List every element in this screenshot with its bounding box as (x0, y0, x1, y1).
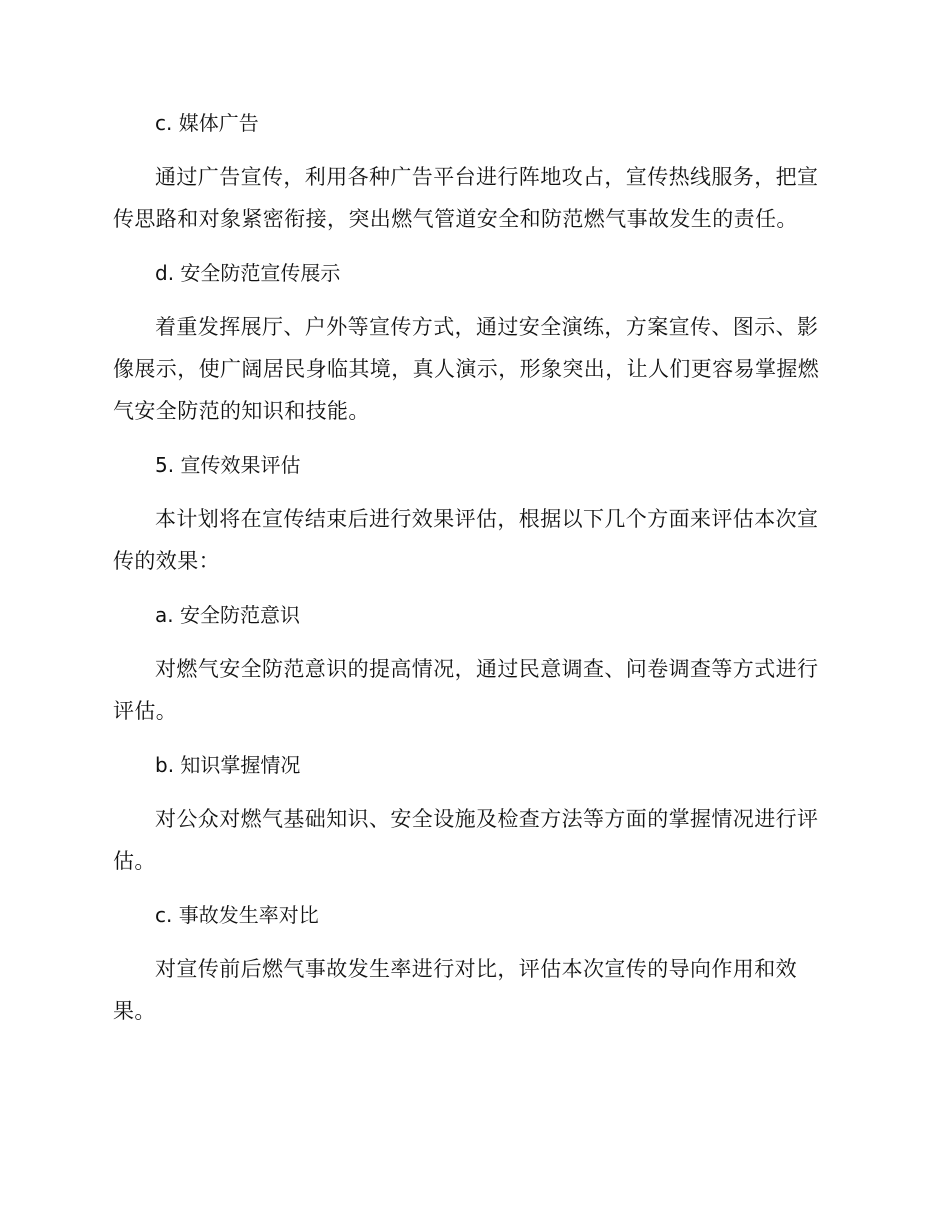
section-heading-knowledge: b. 知识掌握情况 (155, 753, 301, 777)
paragraph-knowledge: 对公众对燃气基础知识、安全设施及检查方法等方面的掌握情况进行评估。 (113, 807, 819, 873)
paragraph-safety-display: 着重发挥展厅、户外等宣传方式，通过安全演练，方案宣传、图示、影像展示，使广阔居民身临其境，真人演示，形象突出，让人们更容易掌握燃气安全防范的知识和技能。 (113, 315, 820, 423)
section-heading-safety-display: d. 安全防范宣传展示 (155, 261, 341, 285)
section-heading-awareness: a. 安全防范意识 (155, 603, 300, 627)
paragraph-awareness: 对燃气安全防范意识的提高情况，通过民意调查、问卷调查等方式进行评估。 (113, 657, 819, 723)
paragraph-accident-rate: 对宣传前后燃气事故发生率进行对比，评估本次宣传的导向作用和效果。 (113, 957, 797, 1023)
section-heading-evaluation: 5. 宣传效果评估 (155, 453, 301, 477)
paragraph-media-ads: 通过广告宣传，利用各种广告平台进行阵地攻占，宣传热线服务，把宣传思路和对象紧密衔接，突出燃气管道安全和防范燃气事故发生的责任。 (113, 165, 819, 231)
paragraph-evaluation: 本计划将在宣传结束后进行效果评估，根据以下几个方面来评估本次宣传的效果： (113, 507, 819, 573)
section-heading-media-ads: c. 媒体广告 (155, 111, 259, 135)
section-heading-accident-rate: c. 事故发生率对比 (155, 903, 319, 927)
document-body (113, 108, 831, 1032)
